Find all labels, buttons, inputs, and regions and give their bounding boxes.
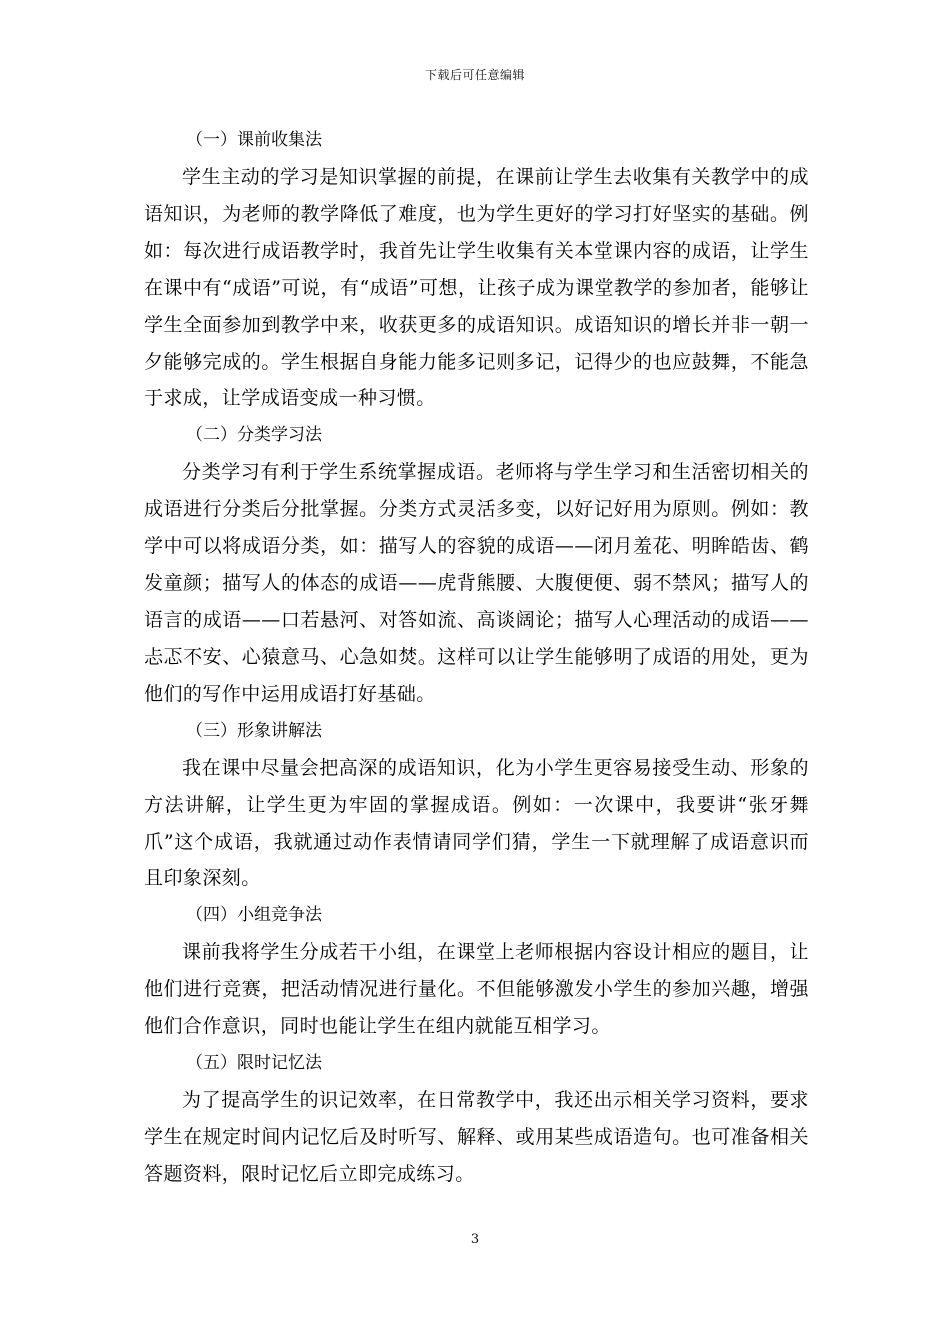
section-collect-before-class xyxy=(144,122,809,417)
section-heading: （一）课前收集法 xyxy=(186,130,322,150)
section-heading: （二）分类学习法 xyxy=(186,425,322,446)
section-group-competition xyxy=(144,897,809,1045)
section-heading: （三）形象讲解法 xyxy=(186,720,322,741)
page-header: 下载后可任意编辑 xyxy=(424,68,525,82)
document-body xyxy=(144,122,809,1193)
section-classified-learning xyxy=(144,417,809,712)
section-vivid-explanation xyxy=(144,713,809,898)
section-heading: （四）小组竞争法 xyxy=(186,905,322,926)
section-paragraph: 课前我将学生分成若干小组，在课堂上老师根据内容设计相应的题目，让他们进行竞赛，把活动情况进行量化。不但能够激发小学生的参加兴趣，增强他们合作意识，同时也能让学生在组内就能互相学习。 xyxy=(144,941,809,1038)
section-paragraph: 为了提高学生的识记效率，在日常教学中，我还出示相关学习资料，要求学生在规定时间内记忆后及时听写、解释、或用某些成语造句。也可准备相关答题资料，限时记忆后立即完成练习。 xyxy=(144,1089,809,1185)
section-timed-memory xyxy=(144,1045,809,1193)
section-paragraph: 我在课中尽量会把高深的成语知识，化为小学生更容易接受生动、形象的方法讲解，让学生更为牢固的掌握成语。例如：一次课中，我要讲“张牙舞爪”这个成语，我就通过动作表情请同学们猜，学生一下就理解了成语意识而且印象深刻。 xyxy=(144,756,809,890)
section-heading: （五）限时记忆法 xyxy=(186,1053,322,1074)
section-paragraph: 学生主动的学习是知识掌握的前提，在课前让学生去收集有关教学中的成语知识，为老师的教学降低了难度，也为学生更好的学习打好坚实的基础。例如：每次进行成语教学时，我首先让学生收集有关本堂课内容的成语，让学生在课中有“成语”可说，有“成语”可想，让孩子成为课堂教学的参加者，能够让学生全面参加到教学中来，收获更多的成语知识。成语知识的增长并非一朝一夕能够完成的。学生根据自身能力能多记则多记，记得少的也应鼓舞，不能急于求成，让学成语变成一种习惯。 xyxy=(144,166,809,410)
page-number: 3 xyxy=(470,1232,480,1247)
section-paragraph: 分类学习有利于学生系统掌握成语。老师将与学生学习和生活密切相关的成语进行分类后分批掌握。分类方式灵活多变，以好记好用为原则。例如：教学中可以将成语分类，如：描写人的容貌的成语——闭月羞花、明眸皓齿、鹤发童颜；描写人的体态的成语——虎背熊腰、大腹便便、弱不禁风；描写人的语言的成语——口若悬河、对答如流、高谈阔论；描写人心理活动的成语——忐忑不安、心猿意马、心急如焚。这样可以让学生能够明了成语的用处，更为他们的写作中运用成语打好基础。 xyxy=(144,461,809,705)
